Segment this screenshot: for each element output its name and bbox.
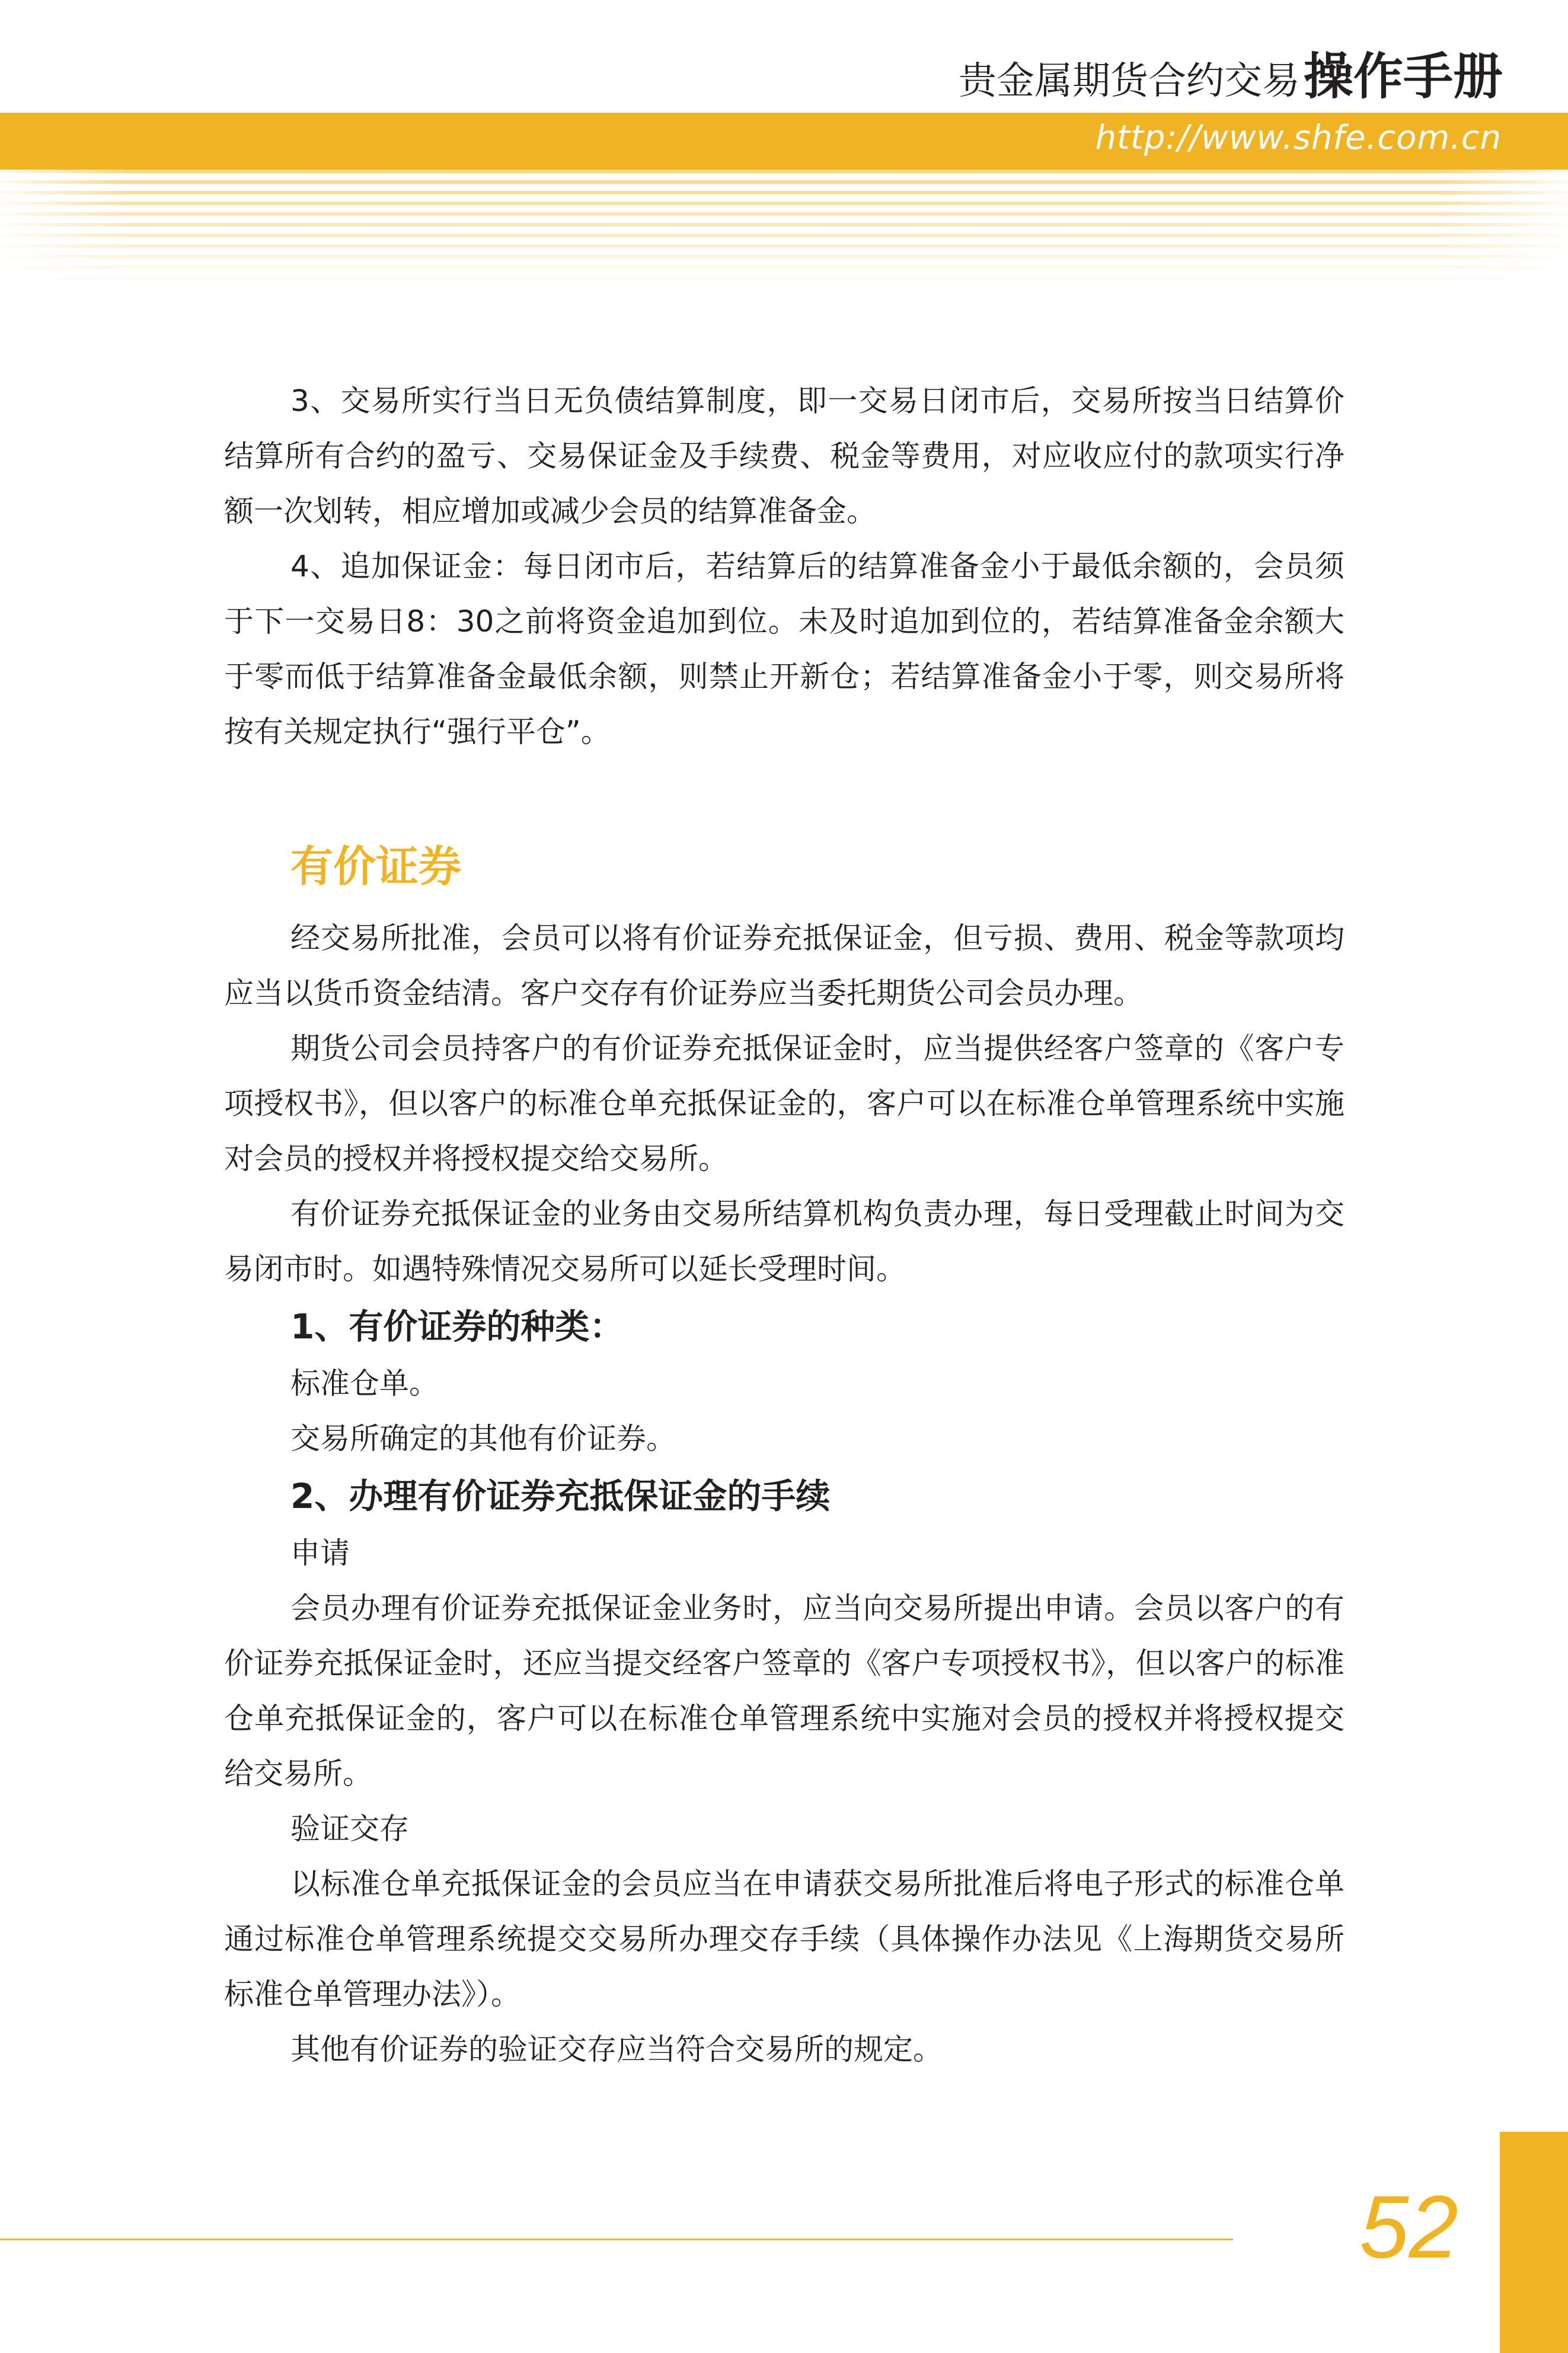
verify-label: 验证交存: [290, 1812, 409, 1846]
apply-label: 申请: [290, 1536, 350, 1570]
header-title-regular: 贵金属期货合约交易: [958, 59, 1300, 103]
header-url: http://www.shfe.com.cn: [1095, 119, 1502, 157]
decorative-stripes-fade: [0, 170, 1568, 288]
list-item: 交易所确定的其他有价证券。: [290, 1421, 676, 1456]
header-title: [959, 37, 1503, 108]
intro-paragraph-2: 4、追加保证金：每日闭市后，若结算后的结算准备金小于最低余额的，会员须于下一交易日8：30之前将资金追加到位。未及时追加到位的，若结算准备金余额大于零而低于结算准备金最低余额，则禁止开新仓；若结算准备金小于零，则交易所将按有关规定执行“强行平仓”。: [224, 549, 1345, 749]
subsection-title-1: 1、有价证券的种类：: [290, 1306, 624, 1347]
header-title-bold: 操作手册: [1303, 47, 1503, 106]
page-number: 52: [1359, 2177, 1458, 2277]
apply-paragraph: 会员办理有价证券充抵保证金业务时，应当向交易所提出申请。会员以客户的有价证券充抵保证金时，还应当提交经客户签章的《客户专项授权书》，但以客户的标准仓单充抵保证金的，客户可以在标准仓单管理系统中实施对会员的授权并将授权提交给交易所。: [224, 1591, 1345, 1791]
section-paragraph-1: 经交易所批准，会员可以将有价证券充抵保证金，但亏损、费用、税金等款项均应当以货币资金结清。客户交存有价证券应当委托期货公司会员办理。: [224, 921, 1345, 1010]
section-paragraph-3: 有价证券充抵保证金的业务由交易所结算机构负责办理，每日受理截止时间为交易闭市时。如遇特殊情况交易所可以延长受理时间。: [224, 1197, 1345, 1286]
main-content: [224, 374, 1345, 2077]
footer-rule: [0, 2239, 1233, 2240]
footer-accent-bar: [1500, 2132, 1568, 2353]
subsection-title-2: 2、办理有价证券充抵保证金的手续: [290, 1476, 831, 1516]
list-item: 标准仓单。: [290, 1366, 439, 1401]
other-paragraph: 其他有价证券的验证交存应当符合交易所的规定。: [290, 2032, 943, 2067]
verify-paragraph: 以标准仓单充抵保证金的会员应当在申请获交易所批准后将电子形式的标准仓单通过标准仓单管理系统提交交易所办理交存手续（具体操作办法见《上海期货交易所标准仓单管理办法》）。: [224, 1867, 1345, 2011]
section-title: 有价证券: [290, 841, 462, 891]
intro-paragraph-1: 3、交易所实行当日无负债结算制度，即一交易日闭市后，交易所按当日结算价结算所有合约的盈亏、交易保证金及手续费、税金等费用，对应收应付的款项实行净额一次划转，相应增加或减少会员的结算准备金。: [224, 384, 1345, 528]
section-paragraph-2: 期货公司会员持客户的有价证券充抵保证金时，应当提供经客户签章的《客户专项授权书》，但以客户的标准仓单充抵保证金的，客户可以在标准仓单管理系统中实施对会员的授权并将授权提交给交易所。: [224, 1031, 1345, 1176]
